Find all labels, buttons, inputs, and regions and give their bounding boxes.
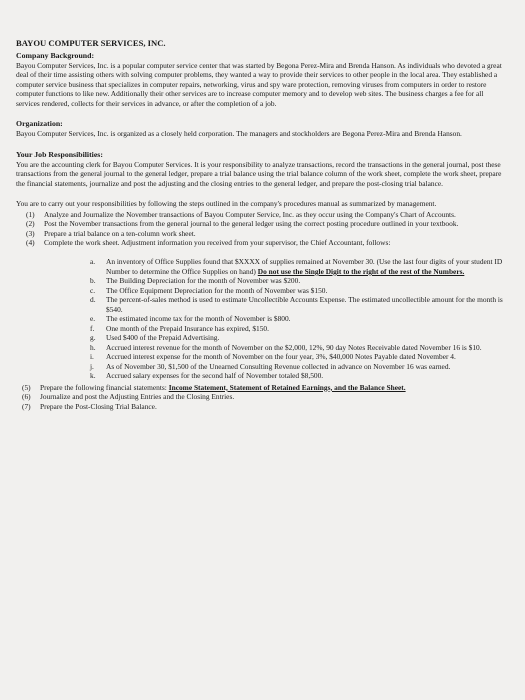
instructions-intro: You are to carry out your responsibilities by following the steps outlined in the company's procedures manual as summarized by management. [16,199,437,209]
step-item [16,402,505,411]
adjustment-item [16,362,505,371]
adjustment-letter: f. [90,323,95,333]
adjustment-letter: h. [90,342,96,352]
responsibilities-heading: Your Job Responsibilities: [16,149,103,159]
step-item [16,392,505,401]
adjustment-item [16,333,505,342]
adjustment-letter: b. [90,276,96,286]
adjustment-text: Used $400 of the Prepaid Advertising. [106,333,220,343]
adjustment-letter: e. [90,314,96,324]
adjustment-text: One month of the Prepaid Insurance has expired, $150. [106,323,269,333]
adjustment-letter: i. [90,352,94,362]
adjustment-text: Accrued salary expenses for the second half of November totaled $8,500. [106,371,324,381]
adjustment-item [16,352,505,361]
document-title: BAYOU COMPUTER SERVICES, INC. [16,38,166,48]
adjustment-item [16,314,505,323]
responsibilities-text: You are the accounting clerk for Bayou Computer Services. It is your responsibility to analyze transactions, record the transactions in the general journal, post these transactions from the general journal to the general ledger, prepare a trial balance using the trial balance column of the work sheet, complete the work sheet, prepare the financial statements, journalize and post the adjusting and the closing entries to the general ledger, and prepare the post-closing trial balance. [16,159,502,188]
step-text: Post the November transactions from the general journal to the general ledger using the correct posting procedure outlined in your textbook. [44,219,459,229]
background-text: Bayou Computer Services, Inc. is a popular computer service center that was started by Begona Perez-Mira and Brenda Hanson. As individuals who devoted a great deal of their time assisting others with solving computer problems, they wanted a way to provide their services to other people in the local area. They established a computer service business that specializes in computer repairs, networking, virus and spy ware protection, removing viruses from computers in order to restore computer functions to like new. Additionally their other services are to increase computer memory and to develop web sites. The business charges a fee for all services rendered, collects for their services in advance, or after the completion of a job. [16,60,502,108]
adjustment-text: As of November 30, $1,500 of the Unearned Consulting Revenue collected in advance on November 16 was earned. [106,361,451,371]
adjustment-letter: a. [90,257,96,267]
step-item [16,229,505,238]
adjustment-text: Accrued interest revenue for the month of November on the $2,000, 12%, 90 day Notes Receivable dated November 16 is $10. [106,342,482,352]
step-number: (4) [26,238,35,247]
step-text: Journalize and post the Adjusting Entries and the Closing Entries. [40,392,235,402]
step-text: Prepare a trial balance on a ten-column work sheet. [44,228,196,238]
step-item [16,210,505,219]
adjustment-item [16,371,505,380]
step-text: Analyze and Journalize the November transactions of Bayou Computer Service, Inc. as they occur using the Company's Chart of Accounts. [44,209,456,219]
adjustment-text: The Building Depreciation for the month of November was $200. [106,276,301,286]
organization-text: Bayou Computer Services, Inc. is organized as a closely held corporation. The managers and stockholders are Begona Perez-Mira and Brenda Hanson. [16,129,462,139]
statements-list: Income Statement, Statement of Retained Earnings, and the Balance Sheet. [168,382,406,392]
step-item [16,238,505,247]
adjustment-letter: j. [90,361,94,371]
adjustment-item [16,324,505,333]
steps-list [16,210,505,248]
adjustment-letter: d. [90,295,96,305]
background-heading: Company Background: [16,51,95,60]
adjustment-text: The Office Equipment Depreciation for the month of November was $150. [106,285,328,295]
adjustment-letter: g. [90,333,96,343]
step-text: Prepare the following financial statements: [40,382,167,392]
adjustment-item [16,257,505,276]
organization-heading: Organization: [16,119,63,129]
adjustment-emphasis: Do not use the Single Digit to the right of the rest of the Numbers. [257,266,465,276]
adjustment-text: The estimated income tax for the month of November is $800. [106,314,291,324]
adjustment-text: An inventory of Office Supplies found that $XXXX of supplies remained at November 30. (Use the last four digits of your student ID Number to determine the Office Supplies on hand) [106,257,503,276]
step-number: (6) [22,392,31,402]
adjustment-item [16,276,505,285]
adjustment-item [16,295,505,314]
adjustment-text: Accrued interest expense for the month of November on the four year, 3%, $40,000 Notes Payable dated November 4. [106,352,456,362]
adjustment-item [16,343,505,352]
step-number: (3) [26,228,35,238]
step-text: Prepare the Post-Closing Trial Balance. [40,401,157,411]
step-number: (5) [22,382,31,392]
step-number: (7) [22,401,31,411]
adjustment-letter: k. [90,371,96,381]
step-number: (1) [26,209,35,219]
adjustment-text: The percent-of-sales method is used to estimate Uncollectible Accounts Expense. The estimated uncollectible amount for the month is $540. [106,295,503,314]
adjustments-list [16,257,505,380]
step-text: Complete the work sheet. Adjustment information you received from your supervisor, the Chief Accountant, follows: [44,238,391,247]
adjustment-letter: c. [90,285,96,295]
final-steps-list [16,383,505,411]
adjustment-item [16,286,505,295]
step-number: (2) [26,219,35,229]
step-item [16,219,505,228]
step-item [16,383,505,392]
